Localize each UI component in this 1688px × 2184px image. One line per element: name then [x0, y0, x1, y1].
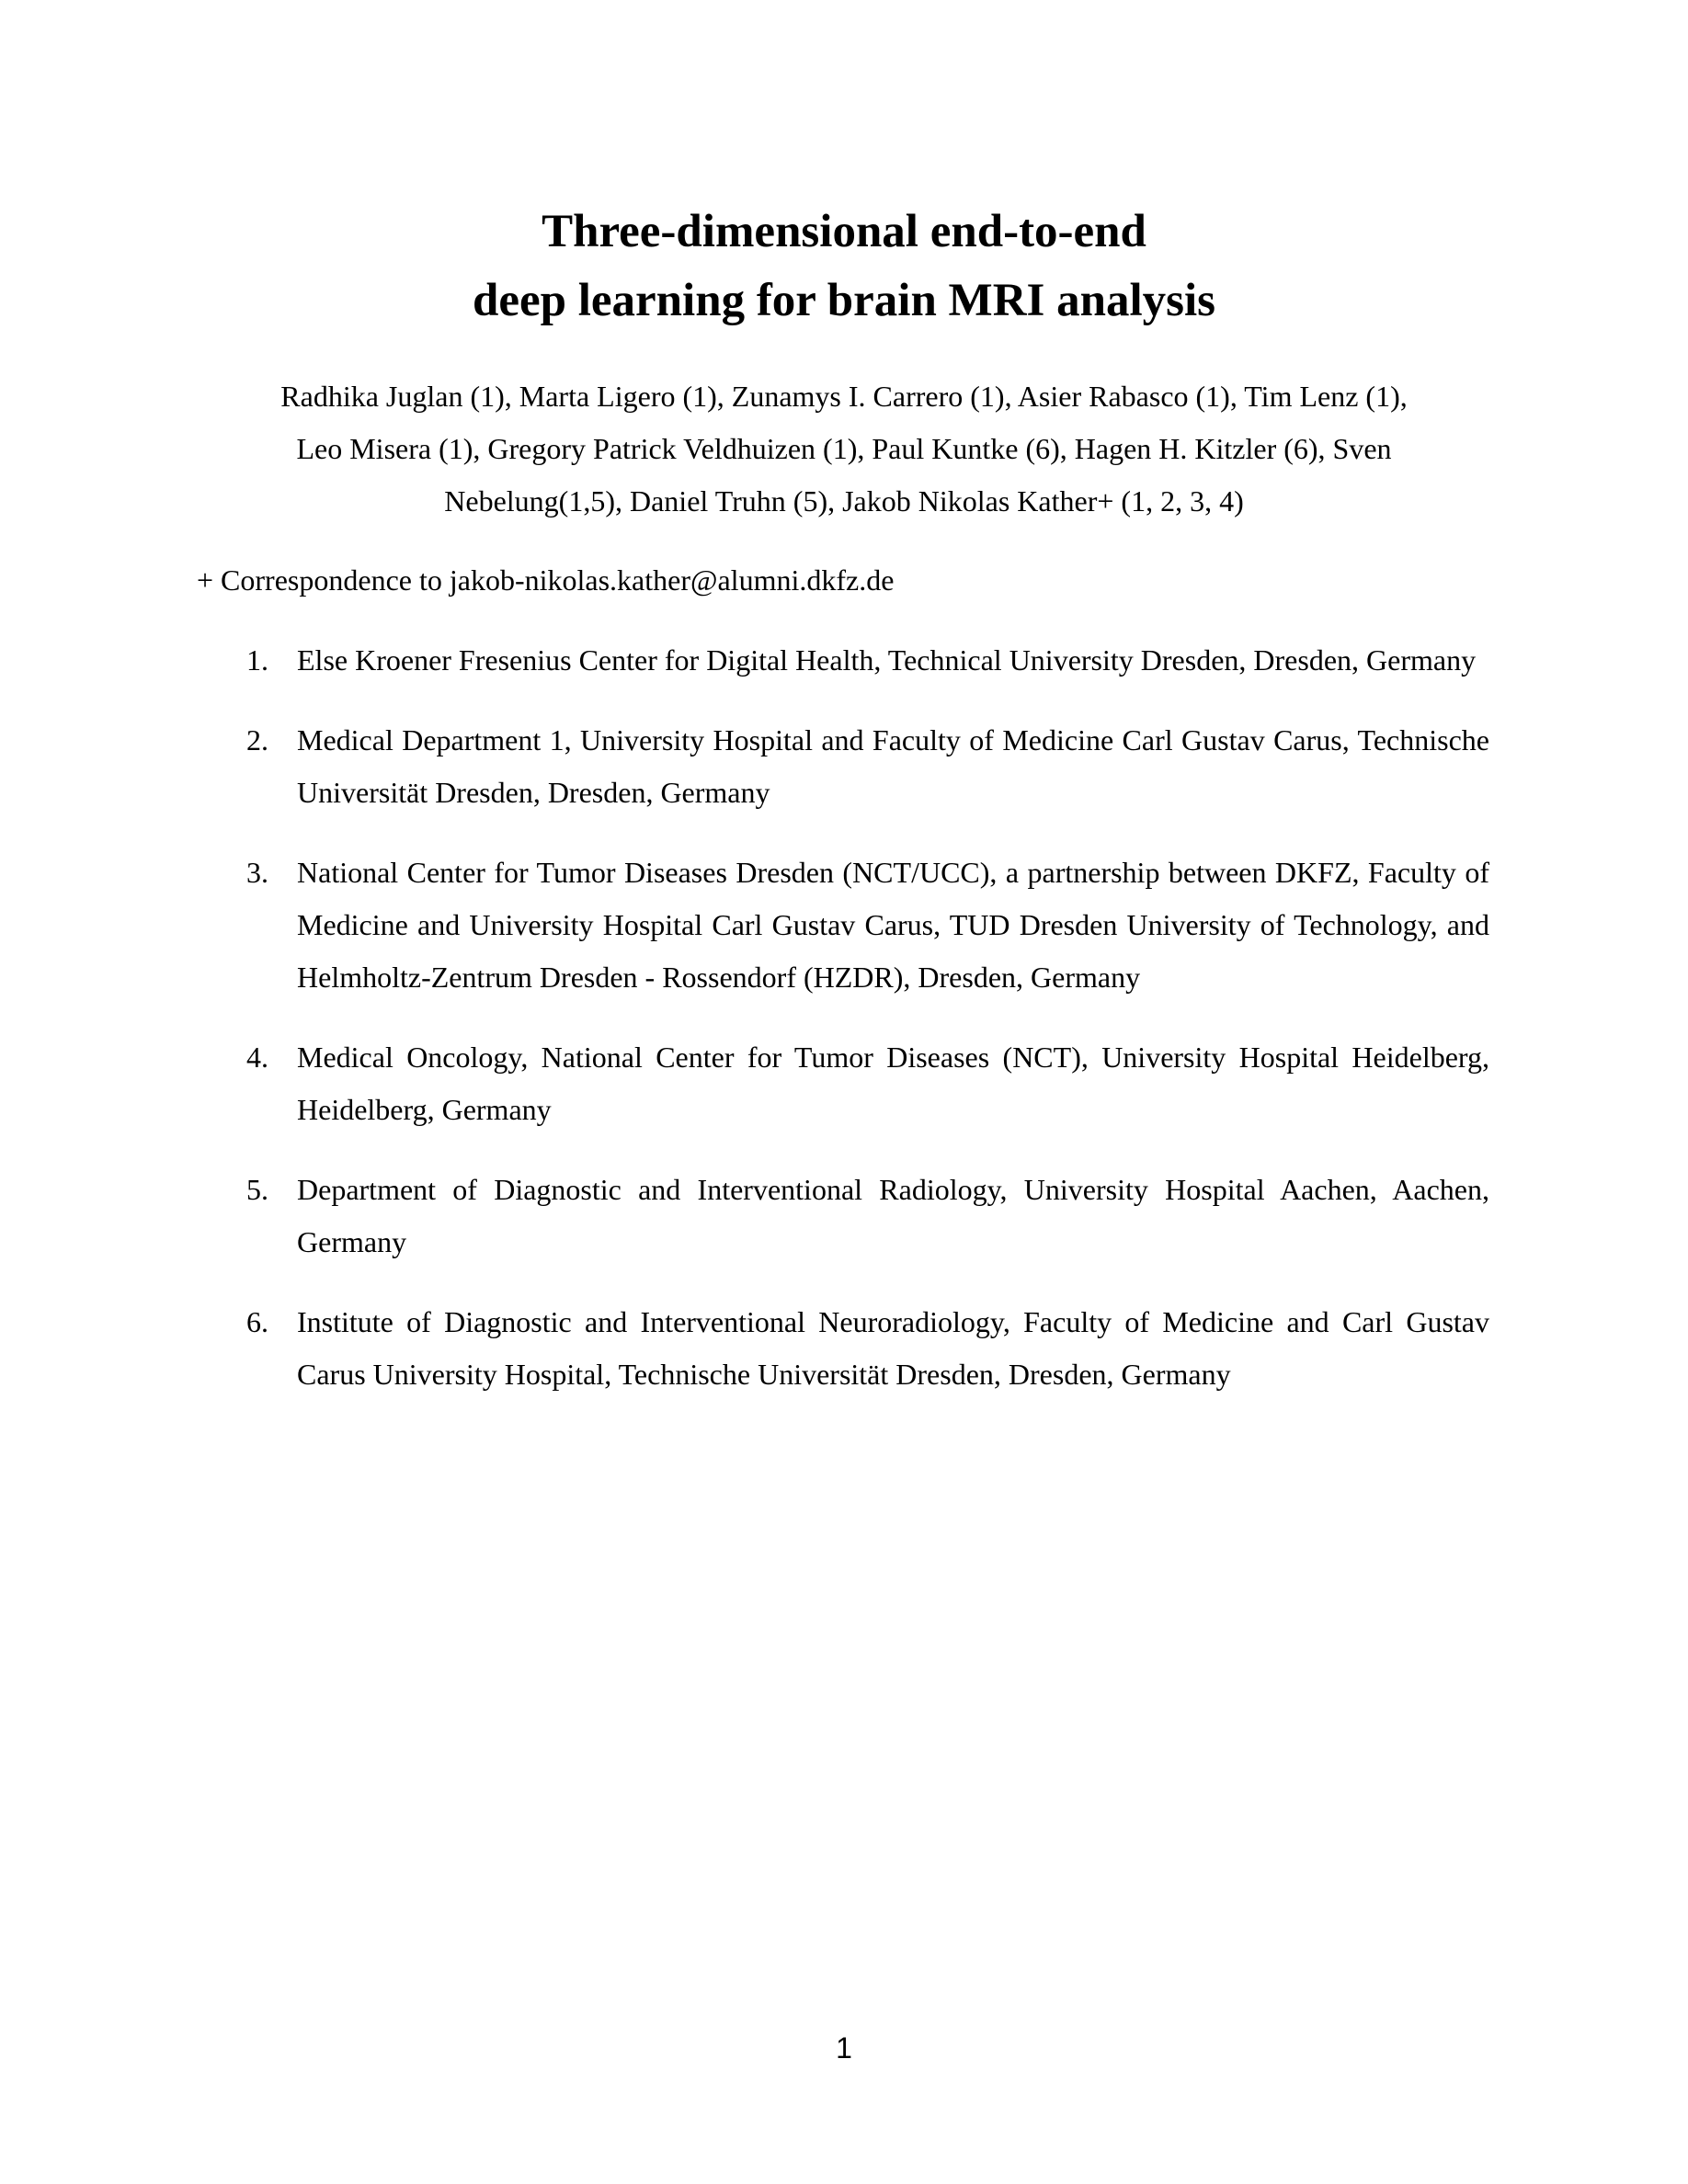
affiliation-number: 2.	[246, 723, 268, 756]
affiliation-item	[246, 714, 1489, 819]
affiliation-text: Department of Diagnostic and Interventional Radiology, University Hospital Aachen, Aachen, Germany	[297, 1173, 1489, 1258]
author-line-2: Leo Misera (1), Gregory Patrick Veldhuizen (1), Paul Kuntke (6), Hagen H. Kitzler (6), Sven	[296, 432, 1392, 465]
affiliation-number: 4.	[246, 1041, 268, 1074]
author-line-1: Radhika Juglan (1), Marta Ligero (1), Zunamys I. Carrero (1), Asier Rabasco (1), Tim Lenz (1),	[280, 380, 1408, 413]
affiliation-text: Institute of Diagnostic and Interventional Neuroradiology, Faculty of Medicine and Carl Gustav Carus University Hospital, Technische Universität Dresden, Dresden, Germany	[297, 1305, 1489, 1391]
author-line-3: Nebelung(1,5), Daniel Truhn (5), Jakob Nikolas Kather+ (1, 2, 3, 4)	[444, 484, 1244, 518]
affiliation-item	[246, 634, 1489, 687]
affiliation-number: 6.	[246, 1305, 268, 1338]
correspondence-note: + Correspondence to jakob-nikolas.kather@alumni.dkfz.de	[197, 563, 895, 597]
title-line-2: deep learning for brain MRI analysis	[472, 275, 1216, 326]
page-number: 1	[836, 2031, 852, 2065]
affiliation-item	[246, 1031, 1489, 1136]
affiliation-number: 1.	[246, 643, 268, 677]
paper-title	[0, 198, 1688, 336]
affiliation-item	[246, 1164, 1489, 1268]
affiliation-list	[246, 634, 1489, 1428]
affiliation-text: Medical Department 1, University Hospital and Faculty of Medicine Carl Gustav Carus, Technische Universität Dresden, Dresden, Germany	[297, 723, 1489, 809]
affiliation-item	[246, 847, 1489, 1004]
author-list	[0, 370, 1688, 528]
affiliation-number: 5.	[246, 1173, 268, 1206]
affiliation-item	[246, 1296, 1489, 1401]
affiliation-text: Medical Oncology, National Center for Tumor Diseases (NCT), University Hospital Heidelberg, Heidelberg, Germany	[297, 1041, 1489, 1126]
title-line-1: Three-dimensional end-to-end	[542, 206, 1146, 257]
affiliation-text: Else Kroener Fresenius Center for Digital Health, Technical University Dresden, Dresden, Germany	[297, 643, 1477, 677]
affiliation-number: 3.	[246, 856, 268, 889]
affiliation-text: National Center for Tumor Diseases Dresden (NCT/UCC), a partnership between DKFZ, Faculty of Medicine and University Hospital Carl Gustav Carus, TUD Dresden University of Technology, and Helmholtz-Zentrum Dresden - Rossendorf (HZDR), Dresden, Germany	[297, 856, 1489, 994]
